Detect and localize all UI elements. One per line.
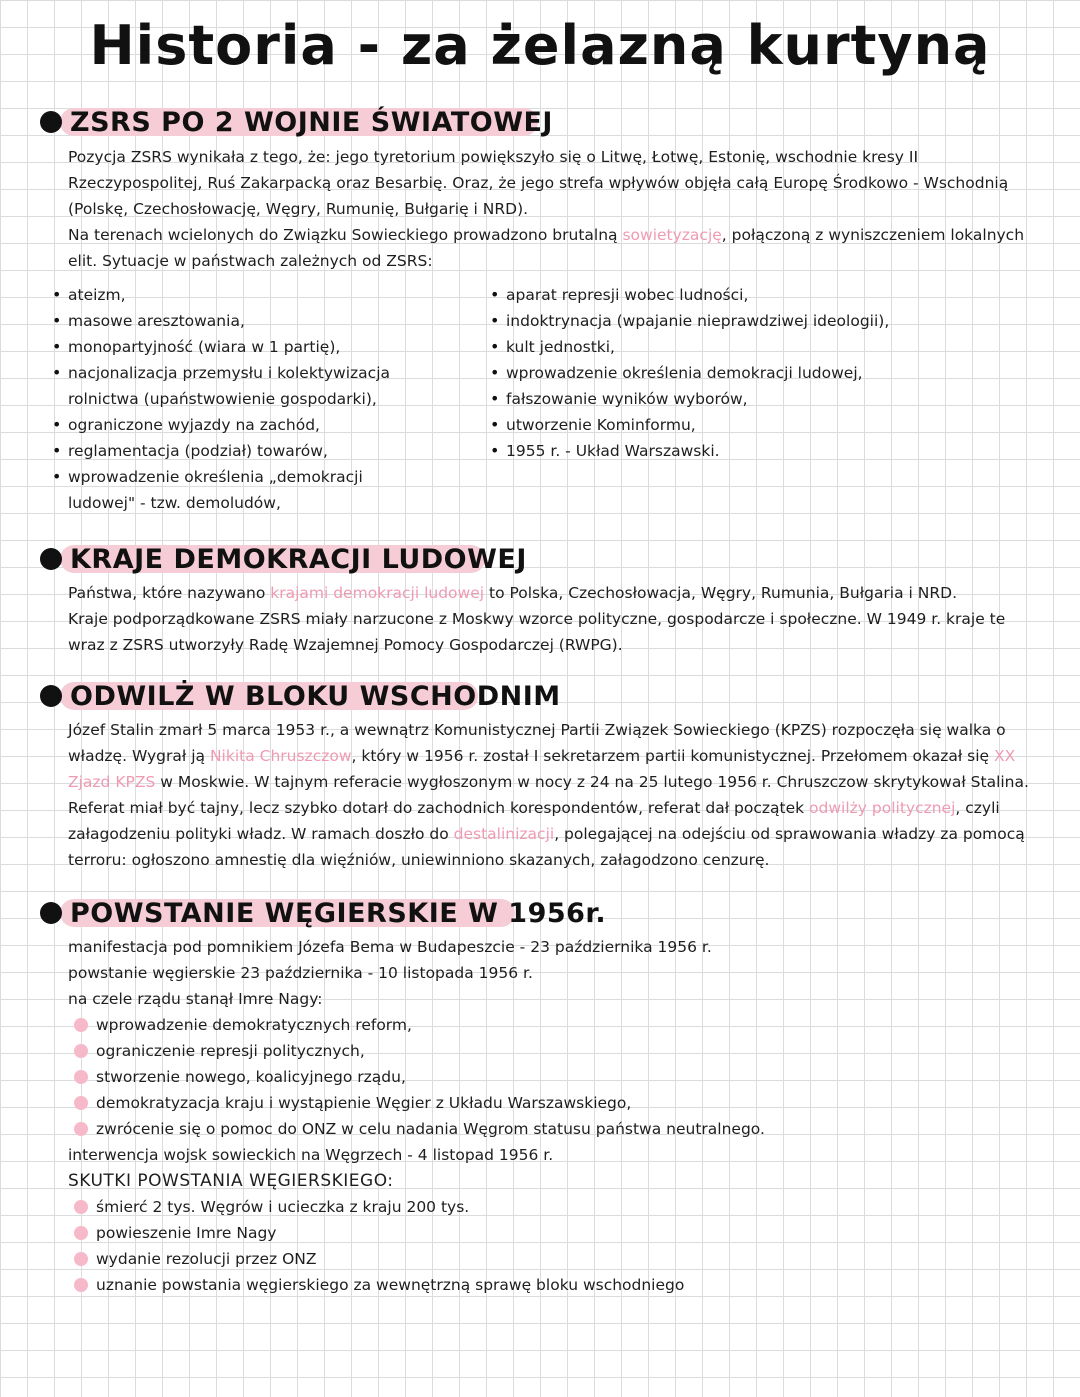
section-heading-thaw: [40, 680, 561, 712]
text-run: , który w 1956 r. został I sekretarzem partii komunistycznej. Przełomem okazał się: [351, 747, 995, 765]
paragraph-sovietization: [68, 222, 1028, 274]
list-item: • aparat represji wobec ludności,: [490, 282, 1010, 308]
text-run: , czyli załagodzeniu polityki władz. W ramach doszło do: [68, 799, 1000, 843]
heading-text: KRAJE DEMOKRACJI LUDOWEJ: [70, 543, 527, 575]
text-run: Józef Stalin zmarł 5 marca 1953 r., a wewnątrz Komunistycznej Partii Związek Sowieckiego (KPZS) rozpoczęła się walka o władzę. Wygrał ją: [68, 721, 1006, 765]
highlighted-term: destalinizacji: [453, 825, 555, 843]
highlighted-term: odwilży politycznej: [809, 799, 956, 817]
section-heading-hungarian-uprising: [40, 897, 606, 929]
list-item: uznanie powstania węgierskiego za wewnętrzną sprawę bloku wschodniego: [68, 1272, 1028, 1298]
effects-title: SKUTKI POWSTANIA WĘGIERSKIEGO:: [68, 1171, 394, 1191]
list-item: • 1955 r. - Układ Warszawski.: [490, 438, 1010, 464]
list-item: • ograniczone wyjazdy na zachód,: [52, 412, 432, 438]
highlighted-term: krajami demokracji ludowej: [270, 584, 485, 602]
heading-text: ZSRS PO 2 WOJNIE ŚWIATOWEJ: [70, 106, 553, 138]
section-body-people-democracies: [68, 580, 1028, 658]
heading-bullet-dot: [40, 548, 62, 570]
paragraph-rwpg: Kraje podporządkowane ZSRS miały narzucone z Moskwy wzorce polityczne, gospodarcze i społeczne. W 1949 r. kraje te wraz z ZSRS utworzyły Radę Wzajemnej Pomocy Gospodarczej (RWPG).: [68, 610, 1006, 654]
text-run: , polegającej na odejściu od sprawowania władzy za pomocą terroru: ogłoszono amnestię dla więźniów, uniewinniono skazanych, załagodzono cenzurę.: [68, 825, 1025, 869]
list-item: • monopartyjność (wiara w 1 partię),: [52, 334, 432, 360]
list-item: wprowadzenie demokratycznych reform,: [68, 1012, 1028, 1038]
list-item: stworzenie nowego, koalicyjnego rządu,: [68, 1064, 1028, 1090]
highlighted-term: XX Zjazd KPZS: [68, 747, 1016, 791]
list-item: zwrócenie się o pomoc do ONZ w celu nadania Węgrom statusu państwa neutralnego.: [68, 1116, 1028, 1142]
section-body-hungarian-uprising: [68, 934, 1028, 1298]
situations-list-right: [490, 282, 1010, 464]
section-body-zsrs: [68, 144, 1028, 274]
list-item: • ateizm,: [52, 282, 432, 308]
section-body-thaw: [68, 717, 1043, 873]
government-goals-list: [68, 1012, 1028, 1142]
highlighted-term: Nikita Chruszczow: [209, 747, 352, 765]
paragraph-zsrs-position: Pozycja ZSRS wynikała z tego, że: jego tyretorium powiększyło się o Litwę, Łotwę, Estonię, wschodnie kresy II Rzeczypospolitej, Ruś Zakarpacką oraz Besarbię. Oraz, że jego strefa wpływów objęła całą Europę Środkowo - Wschodnią (Polskę, Czechosłowację, Węgry, Rumunię, Bułgarię i NRD).: [68, 148, 1009, 218]
paragraph-thaw: [68, 717, 1043, 873]
list-item: • kult jednostki,: [490, 334, 1010, 360]
heading-bullet-dot: [40, 685, 62, 707]
list-item: • wprowadzenie określenia demokracji ludowej,: [490, 360, 1010, 386]
list-item: • masowe aresztowania,: [52, 308, 432, 334]
heading-bullet-dot: [40, 111, 62, 133]
page-title: Historia - za żelazną kurtyną: [89, 14, 991, 77]
text-run: to Polska, Czechosłowacja, Węgry, Rumunia, Bułgaria i NRD.: [484, 584, 958, 602]
list-item: śmierć 2 tys. Węgrów i ucieczka z kraju 200 tys.: [68, 1194, 1028, 1220]
list-item: • indoktrynacja (wpajanie nieprawdziwej ideologii),: [490, 308, 1010, 334]
text-run: Państwa, które nazywano: [68, 584, 271, 602]
highlighted-term: sowietyzację: [622, 226, 722, 244]
section-heading-people-democracies: [40, 543, 527, 575]
line-manifestation: manifestacja pod pomnikiem Józefa Bema w Budapeszcie - 23 października 1956 r.: [68, 938, 712, 956]
section-heading-zsrs: [40, 106, 553, 138]
list-item: demokratyzacja kraju i wystąpienie Węgier z Układu Warszawskiego,: [68, 1090, 1028, 1116]
text-run: Na terenach wcielonych do Związku Sowieckiego prowadzono brutalną: [68, 226, 623, 244]
list-item: • wprowadzenie określenia „demokracji ludowej" - tzw. demoludów,: [52, 464, 432, 516]
list-item: wydanie rezolucji przez ONZ: [68, 1246, 1028, 1272]
line-uprising-dates: powstanie węgierskie 23 października - 10 listopada 1956 r.: [68, 964, 533, 982]
list-item: powieszenie Imre Nagy: [68, 1220, 1028, 1246]
list-item: • nacjonalizacja przemysłu i kolektywizacja rolnictwa (upaństwowienie gospodarki),: [52, 360, 432, 412]
heading-text: ODWILŻ W BLOKU WSCHODNIM: [70, 680, 561, 712]
paragraph-countries: [68, 580, 1028, 606]
list-item: • fałszowanie wyników wyborów,: [490, 386, 1010, 412]
text-run: , połączoną z wyniszczeniem lokalnych elit. Sytuacje w państwach zależnych od ZSRS:: [68, 226, 1025, 270]
list-item: • reglamentacja (podział) towarów,: [52, 438, 432, 464]
situations-list-left: [52, 282, 432, 516]
effects-list: [68, 1194, 1028, 1298]
heading-bullet-dot: [40, 902, 62, 924]
list-item: ograniczenie represji politycznych,: [68, 1038, 1028, 1064]
text-run: w Moskwie. W tajnym referacie wygłoszonym w nocy z 24 na 25 lutego 1956 r. Chruszczow skrytykował Stalina. Referat miał być tajny, lecz szybko dotarł do zachodnich korespondentów, referat dał początek: [68, 773, 1029, 817]
line-soviet-intervention: interwencja wojsk sowieckich na Węgrzech - 4 listopad 1956 r.: [68, 1146, 554, 1164]
line-government-head: na czele rządu stanął Imre Nagy:: [68, 990, 323, 1008]
heading-text: POWSTANIE WĘGIERSKIE W 1956r.: [70, 897, 607, 929]
list-item: • utworzenie Kominformu,: [490, 412, 1010, 438]
